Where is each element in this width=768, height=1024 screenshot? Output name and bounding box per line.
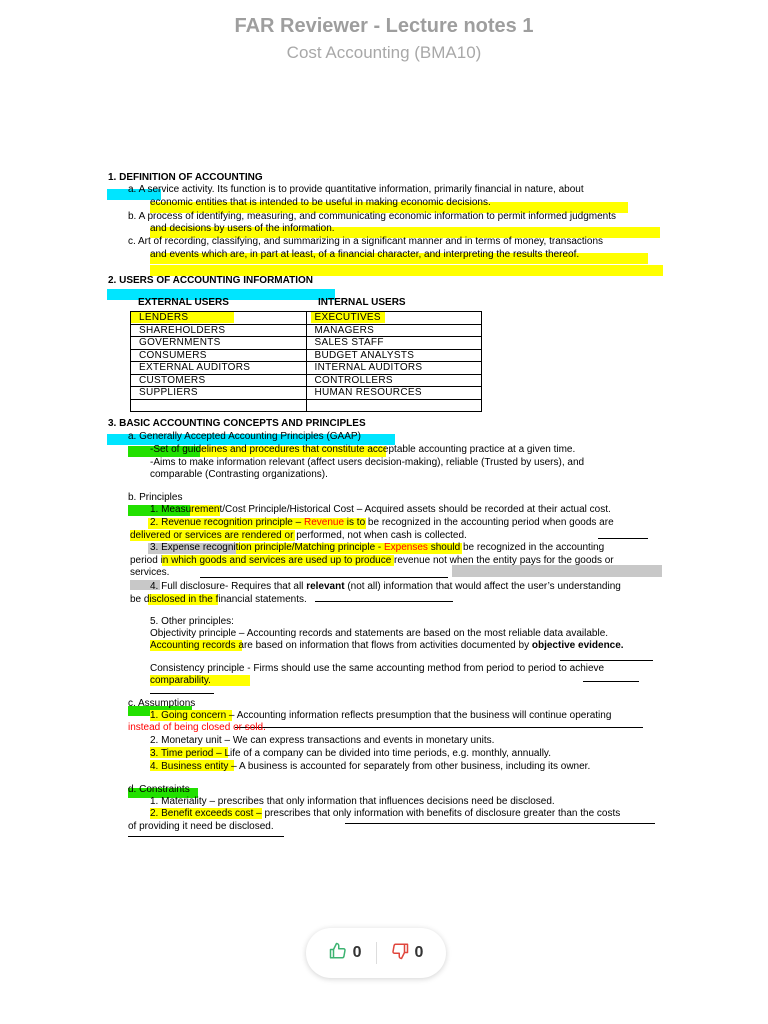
body-line: be disclosed in the financial statements. <box>130 594 307 605</box>
body-line: delivered or services are rendered or performed, not when cash is collected. <box>130 530 467 541</box>
body-line <box>150 640 624 653</box>
text-run-bold: relevant <box>306 581 345 592</box>
table-cell: SHAREHOLDERS <box>131 324 307 337</box>
text-run: is to be recognized in the accounting period when goods are <box>344 517 614 528</box>
body-line: -Set of guidelines and procedures that constitute acceptable accounting practice at a given time. <box>150 444 576 455</box>
table-row <box>131 362 482 375</box>
body-line: period in which goods and services are used up to produce revenue not when the entity pays for the goods or <box>130 555 614 566</box>
table-cell: BUDGET ANALYSTS <box>306 349 482 362</box>
column-header-internal: INTERNAL USERS <box>318 297 406 308</box>
table-row <box>131 337 482 350</box>
body-line: of providing it need be disclosed. <box>128 821 274 832</box>
text-run: (not all) information that would affect the user’s understanding <box>344 581 621 592</box>
text-run: should be recognized in the accounting <box>427 542 605 553</box>
body-line: 2. Monetary unit – We can express transactions and events in monetary units. <box>150 735 495 746</box>
body-line: Consistency principle - Firms should use the same accounting method from period to period to achieve <box>150 663 605 674</box>
document-subtitle: Cost Accounting (BMA10) <box>286 43 482 62</box>
body-line: economic entities that is intended to be useful in making economic decisions. <box>150 197 491 208</box>
section-heading: 3. BASIC ACCOUNTING CONCEPTS AND PRINCIPLES <box>108 418 366 429</box>
table-cell: GOVERNMENTS <box>131 337 307 350</box>
table-cell: CONSUMERS <box>131 349 307 362</box>
body-line: 3. Time period – Life of a company can be divided into time periods, e.g. monthly, annually. <box>150 748 551 759</box>
underline-mark <box>315 601 453 602</box>
underline-mark <box>150 693 214 694</box>
body-line: Objectivity principle – Accounting records and statements are based on the most reliable data available. <box>150 628 609 639</box>
underline-mark <box>583 681 639 682</box>
text-run-red: Expenses <box>384 542 428 553</box>
body-line: a. A service activity. Its function is to provide quantitative information, primarily financial in nature, about <box>128 184 584 195</box>
subsection-heading: d. Constraints <box>128 784 190 795</box>
body-line: -Aims to make information relevant (affect users decision-making), reliable (Trusted by users), and <box>150 457 585 468</box>
table-cell: EXTERNAL AUDITORS <box>131 362 307 375</box>
body-line: 5. Other principles: <box>150 616 234 627</box>
body-line: comparability. <box>150 675 211 686</box>
reaction-bar <box>306 928 446 978</box>
body-line: services. <box>130 567 170 578</box>
text-run-red: Revenue <box>303 517 345 528</box>
body-line <box>150 581 621 594</box>
body-line: c. Art of recording, classifying, and summarizing in a significant manner and in terms of money, transactions <box>128 236 604 247</box>
table-row <box>131 374 482 387</box>
underline-mark <box>598 538 648 539</box>
text-run: 2. Revenue recognition principle – <box>150 517 304 528</box>
table-cell: SUPPLIERS <box>131 387 307 400</box>
text-run-bold: objective evidence. <box>531 640 624 651</box>
body-line: 1. Measurement/Cost Principle/Historical Cost – Acquired assets should be recorded at their actual cost. <box>150 504 611 515</box>
body-line: and events which are, in part at least, of a financial character, and interpreting the results thereof. <box>150 249 580 260</box>
thumbs-down-icon <box>391 942 409 965</box>
document-title: FAR Reviewer - Lecture notes 1 <box>234 15 534 37</box>
body-line: b. Principles <box>128 492 183 503</box>
underline-mark <box>235 727 643 728</box>
subsection-heading: c. Assumptions <box>128 698 196 709</box>
divider <box>376 942 377 964</box>
table-cell: MANAGERS <box>306 324 482 337</box>
column-header-external: EXTERNAL USERS <box>138 297 229 308</box>
text-run: 4. Full disclosure- Requires that all <box>150 581 307 592</box>
table-cell: SALES STAFF <box>306 337 482 350</box>
section-heading: 1. DEFINITION OF ACCOUNTING <box>108 172 263 183</box>
table-cell <box>131 399 307 412</box>
table-row <box>131 312 482 325</box>
table-cell: HUMAN RESOURCES <box>306 387 482 400</box>
text-run: Accounting records are based on information that flows from activities documented by <box>150 640 532 651</box>
table-cell: EXECUTIVES <box>306 312 482 325</box>
text-run: 3. Expense recognition principle/Matching principle - <box>150 542 385 553</box>
table-row <box>131 387 482 400</box>
table-cell: LENDERS <box>131 312 307 325</box>
table-cell: CUSTOMERS <box>131 374 307 387</box>
body-line-red: instead of being closed or sold. <box>128 722 266 733</box>
like-button[interactable] <box>329 942 362 965</box>
body-line: and decisions by users of the information. <box>150 223 335 234</box>
body-line: b. A process of identifying, measuring, and communicating economic information to permit informed judgments <box>128 211 617 222</box>
underline-mark <box>560 660 653 661</box>
underline-mark <box>200 577 448 578</box>
body-line: 2. Benefit exceeds cost – prescribes that only information with benefits of disclosure greater than the costs <box>150 808 621 819</box>
like-count: 0 <box>352 944 362 961</box>
dislike-button[interactable] <box>391 942 424 965</box>
table-cell <box>306 399 482 412</box>
table-row <box>131 399 482 412</box>
table-row <box>131 324 482 337</box>
body-line: comparable (Contrasting organizations). <box>150 469 328 480</box>
section-heading: 2. USERS OF ACCOUNTING INFORMATION <box>108 275 313 286</box>
underline-mark <box>128 836 284 837</box>
users-table <box>130 311 482 412</box>
body-line <box>150 542 604 555</box>
table-cell: CONTROLLERS <box>306 374 482 387</box>
table-cell: INTERNAL AUDITORS <box>306 362 482 375</box>
underline-mark <box>345 823 655 824</box>
body-line: a. Generally Accepted Accounting Principles (GAAP) <box>128 431 361 442</box>
body-line: 1. Materiality – prescribes that only information that influences decisions need be disclosed. <box>150 796 555 807</box>
body-line <box>150 517 614 530</box>
thumbs-up-icon <box>329 942 347 965</box>
body-line: 1. Going concern – Accounting information reflects presumption that the business will continue operating <box>150 710 612 721</box>
dislike-count: 0 <box>414 944 424 961</box>
table-row <box>131 349 482 362</box>
body-line: 4. Business entity – A business is accounted for separately from other business, including its owner. <box>150 761 591 772</box>
